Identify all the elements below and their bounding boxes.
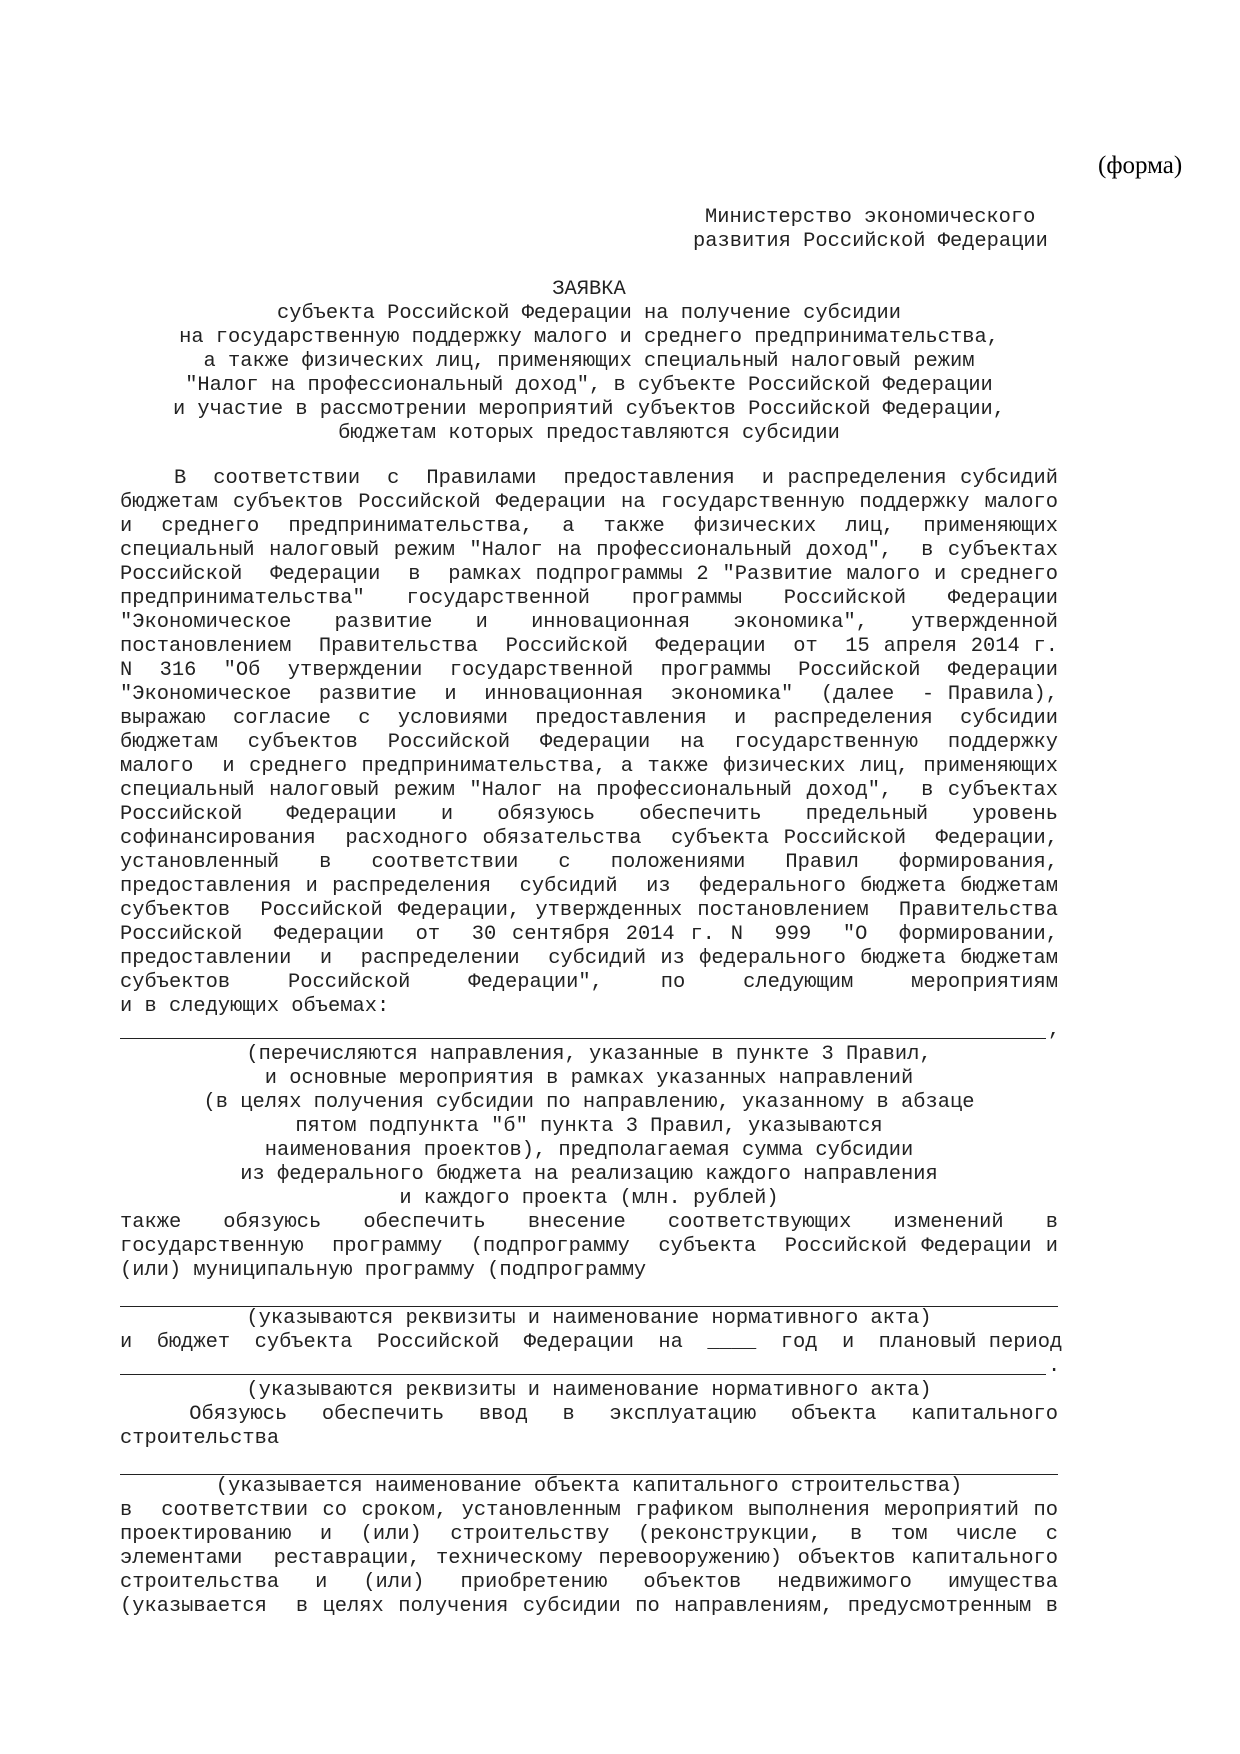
commitment-line: Обязуюсь обеспечить ввод в эксплуатацию объекта капитального <box>120 1403 1058 1426</box>
paragraph-line: предпринимательства" государственной программы Российской Федерации <box>120 587 1058 610</box>
hint-line: и основные мероприятия в рамках указанных направлений <box>264 1067 914 1090</box>
paragraph-line: субъектов Российской Федерации", по следующим мероприятиям <box>120 971 1058 994</box>
hint-line: (в целях получения субсидии по направлению, указанному в абзаце <box>203 1091 975 1114</box>
paragraph-line: субъектов Российской Федерации, утвержденных постановлением Правительства <box>120 899 1058 922</box>
title-line: "Налог на профессиональный доход", в субъекте Российской Федерации <box>185 374 993 397</box>
paragraph-line: "Экономическое развитие и инновационная экономика", утвержденной <box>120 611 1058 634</box>
hint-line: наименования проектов), предполагаемая сумма субсидии <box>264 1139 914 1162</box>
recipient-line-1: Министерство экономического <box>705 206 1036 229</box>
paragraph-line: бюджетам субъектов Российской Федерации на государственную поддержку <box>120 731 1058 754</box>
document-title: ЗАЯВКА <box>552 278 626 301</box>
paragraph-line: предоставления и распределения субсидий из федерального бюджета бюджетам <box>120 875 1058 898</box>
paragraph-line: малого и среднего предпринимательства, а также физических лиц, применяющих <box>120 755 1058 778</box>
hint-line: (указывается наименование объекта капитального строительства) <box>215 1475 963 1498</box>
paragraph-line: государственную программу (подпрограмму субъекта Российской Федерации и <box>120 1235 1058 1258</box>
fill-in-line-period: . <box>1048 1355 1061 1378</box>
paragraph-line: бюджетам субъектов Российской Федерации на государственную поддержку малого <box>120 491 1058 514</box>
hint-line: и каждого проекта (млн. рублей) <box>399 1187 779 1210</box>
paragraph-line: Российской Федерации в рамках подпрограммы 2 "Развитие малого и среднего <box>120 563 1058 586</box>
form-label: (форма) <box>1098 152 1183 179</box>
title-line: на государственную поддержку малого и среднего предпринимательства, <box>179 326 999 349</box>
paragraph-line: элементами реставрации, техническому перевооружению) объектов капитального <box>120 1547 1058 1570</box>
commitment-line: строительства <box>120 1427 280 1450</box>
paragraph-line: Российской Федерации от 30 сентября 2014 г. N 999 "О формировании, <box>120 923 1058 946</box>
hint-line: пятом подпункта "б" пункта 3 Правил, указываются <box>295 1115 883 1138</box>
fill-in-line-comma: , <box>1048 1019 1061 1042</box>
paragraph-line: также обязуюсь обеспечить внесение соответствующих изменений в <box>120 1211 1058 1234</box>
paragraph-line: постановлением Правительства Российской Федерации от 15 апреля 2014 г. <box>120 635 1058 658</box>
paragraph-line: в соответствии со сроком, установленным графиком выполнения мероприятий по <box>120 1499 1058 1522</box>
title-line: бюджетам которых предоставляются субсидии <box>338 422 840 445</box>
paragraph-line: N 316 "Об утверждении государственной программы Российской Федерации <box>120 659 1058 682</box>
paragraph-line: специальный налоговый режим "Налог на профессиональный доход", в субъектах <box>120 539 1058 562</box>
recipient-line-2: развития Российской Федерации <box>693 230 1048 253</box>
paragraph-line: и среднего предпринимательства, а также физических лиц, применяющих <box>120 515 1058 538</box>
hint-line: из федерального бюджета на реализацию каждого направления <box>240 1163 938 1186</box>
paragraph-line: выражаю согласие с условиями предоставления и распределения субсидии <box>120 707 1058 730</box>
paragraph-line: Российской Федерации и обязуюсь обеспечить предельный уровень <box>120 803 1058 826</box>
fill-in-line-budget-act[interactable] <box>120 1374 1046 1375</box>
paragraph-line: предоставлении и распределении субсидий из федерального бюджета бюджетам <box>120 947 1058 970</box>
hint-line: (указываются реквизиты и наименование нормативного акта) <box>246 1379 932 1402</box>
budget-line: и бюджет субъекта Российской Федерации на ____ год и плановый период <box>120 1331 1063 1354</box>
title-line: а также физических лиц, применяющих специальный налоговый режим <box>203 350 975 373</box>
fill-in-line-directions[interactable] <box>120 1038 1046 1039</box>
paragraph-line: строительства и (или) приобретению объектов недвижимого имущества <box>120 1571 1058 1594</box>
title-line: субъекта Российской Федерации на получение субсидии <box>276 302 902 325</box>
paragraph-line: В соответствии с Правилами предоставления и распределения субсидий <box>120 467 1058 490</box>
paragraph-line: проектированию и (или) строительству (реконструкции, в том числе с <box>120 1523 1058 1546</box>
paragraph-line: и в следующих объемах: <box>120 995 390 1018</box>
paragraph-line: софинансирования расходного обязательства субъекта Российской Федерации, <box>120 827 1058 850</box>
paragraph-line: (указывается в целях получения субсидии по направлениям, предусмотренным в <box>120 1595 1058 1618</box>
paragraph-line: "Экономическое развитие и инновационная экономика" (далее - Правила), <box>120 683 1058 706</box>
title-line: и участие в рассмотрении мероприятий субъектов Российской Федерации, <box>172 398 1006 421</box>
paragraph-line: (или) муниципальную программу (подпрограмму <box>120 1259 647 1282</box>
hint-line: (указываются реквизиты и наименование нормативного акта) <box>246 1307 932 1330</box>
paragraph-line: специальный налоговый режим "Налог на профессиональный доход", в субъектах <box>120 779 1058 802</box>
paragraph-line: установленный в соответствии с положениями Правил формирования, <box>120 851 1058 874</box>
hint-line: (перечисляются направления, указанные в пункте 3 Правил, <box>246 1043 932 1066</box>
